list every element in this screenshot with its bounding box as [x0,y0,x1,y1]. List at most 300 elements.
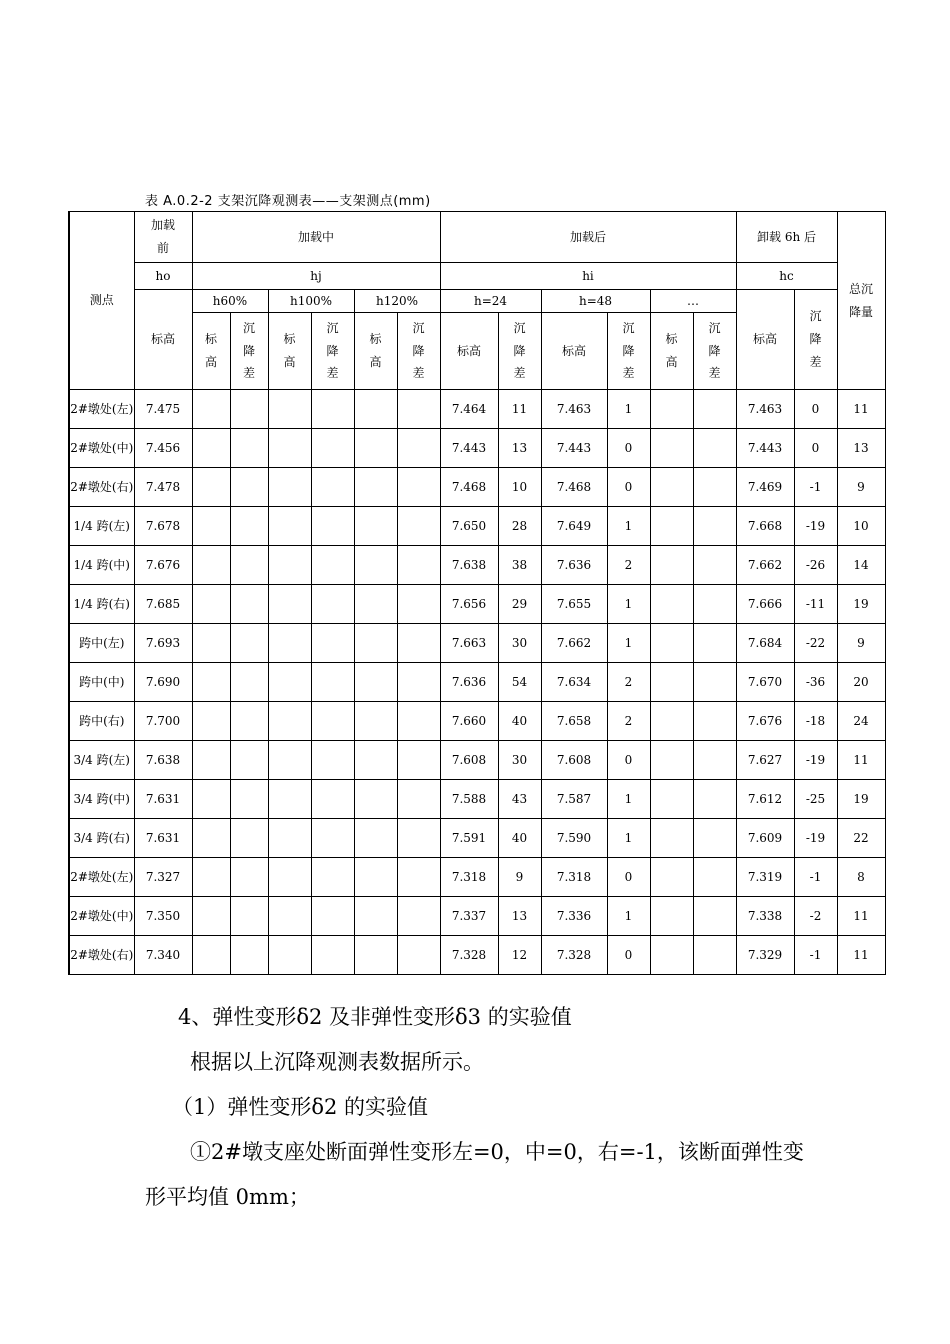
row-label: 2#墩处(中) [69,897,134,936]
cell-h48: 7.658 [541,702,607,741]
cell-h24: 7.650 [440,507,498,546]
cell-d24: 12 [498,936,541,975]
table-row [69,780,885,819]
cell-d24: 29 [498,585,541,624]
header-h60: h60% [192,290,268,313]
cell-empty [192,858,230,897]
cell-hc: 7.329 [736,936,794,975]
cell-h48: 7.655 [541,585,607,624]
cell-empty [311,585,354,624]
table-row [69,741,885,780]
cell-empty [268,390,311,429]
header-h120-diff: 沉降差 [397,313,440,390]
cell-h24: 7.663 [440,624,498,663]
table-row [69,663,885,702]
cell-d48: 0 [607,429,650,468]
cell-hc: 7.627 [736,741,794,780]
cell-total: 11 [837,741,885,780]
header-h48-diff: 沉降差 [607,313,650,390]
header-hi: hi [440,263,736,290]
cell-empty [230,780,268,819]
row-label: 2#墩处(左) [69,390,134,429]
cell-empty [397,585,440,624]
cell-d24: 43 [498,780,541,819]
cell-empty [268,663,311,702]
table-row [69,702,885,741]
cell-dc: -36 [794,663,837,702]
cell-ho: 7.678 [134,507,192,546]
cell-h48: 7.590 [541,819,607,858]
cell-d48: 1 [607,897,650,936]
cell-empty [311,936,354,975]
cell-ho: 7.340 [134,936,192,975]
cell-empty [230,819,268,858]
cell-hc: 7.612 [736,780,794,819]
cell-dc: -18 [794,702,837,741]
cell-d48: 1 [607,507,650,546]
cell-empty [268,780,311,819]
cell-ho: 7.638 [134,741,192,780]
header-cedian: 测点 [69,212,134,390]
cell-empty [650,624,693,663]
cell-ho: 7.676 [134,546,192,585]
cell-d24: 9 [498,858,541,897]
cell-empty [230,507,268,546]
cell-empty [354,780,397,819]
cell-empty [230,702,268,741]
cell-h24: 7.636 [440,663,498,702]
cell-empty [311,663,354,702]
cell-empty [397,702,440,741]
cell-empty [268,429,311,468]
cell-h24: 7.468 [440,468,498,507]
cell-ho: 7.700 [134,702,192,741]
cell-empty [693,390,736,429]
cell-empty [650,858,693,897]
cell-empty [354,468,397,507]
cell-total: 11 [837,390,885,429]
cell-empty [693,780,736,819]
table-header [69,212,885,390]
cell-dc: -25 [794,780,837,819]
cell-empty [693,429,736,468]
row-label: 跨中(左) [69,624,134,663]
cell-d24: 13 [498,897,541,936]
cell-empty [354,663,397,702]
cell-empty [192,819,230,858]
cell-d48: 0 [607,936,650,975]
cell-ho: 7.350 [134,897,192,936]
cell-empty [268,546,311,585]
cell-d48: 1 [607,780,650,819]
cell-empty [268,897,311,936]
cell-empty [230,897,268,936]
cell-empty [230,858,268,897]
cell-empty [354,624,397,663]
row-label: 跨中(右) [69,702,134,741]
cell-empty [268,624,311,663]
cell-h24: 7.608 [440,741,498,780]
header-unload: 卸载 6h 后 [736,212,837,263]
header-h60-elevation: 标高 [192,313,230,390]
cell-dc: -26 [794,546,837,585]
cell-empty [230,429,268,468]
header-more-diff: 沉降差 [693,313,736,390]
cell-empty [693,741,736,780]
row-label: 1/4 跨(右) [69,585,134,624]
cell-empty [397,507,440,546]
header-h120: h120% [354,290,440,313]
paragraph-section-4: 4、弹性变形δ2 及非弹性变形δ3 的实验值 [178,1005,572,1029]
cell-empty [268,858,311,897]
cell-empty [693,702,736,741]
cell-ho: 7.327 [134,858,192,897]
table-row [69,936,885,975]
header-hc-diff: 沉降差 [794,290,837,390]
cell-empty [693,858,736,897]
cell-empty [397,819,440,858]
cell-empty [650,936,693,975]
table-row [69,624,885,663]
cell-d24: 38 [498,546,541,585]
cell-d24: 40 [498,702,541,741]
cell-empty [311,624,354,663]
cell-d48: 0 [607,741,650,780]
cell-hc: 7.676 [736,702,794,741]
table-row [69,546,885,585]
cell-empty [650,819,693,858]
cell-empty [311,741,354,780]
cell-d48: 1 [607,624,650,663]
cell-empty [268,507,311,546]
cell-empty [693,819,736,858]
cell-dc: -11 [794,585,837,624]
cell-empty [268,585,311,624]
cell-d48: 0 [607,858,650,897]
header-ellipsis: … [650,290,736,313]
cell-empty [397,780,440,819]
cell-empty [311,819,354,858]
cell-empty [650,897,693,936]
header-h24-elevation: 标高 [440,313,498,390]
cell-empty [397,897,440,936]
cell-empty [693,546,736,585]
row-label: 2#墩处(右) [69,468,134,507]
cell-d24: 40 [498,819,541,858]
header-during-load: 加载中 [192,212,440,263]
cell-empty [268,819,311,858]
cell-d48: 1 [607,819,650,858]
row-label: 2#墩处(左) [69,858,134,897]
cell-empty [192,390,230,429]
table-row [69,819,885,858]
cell-h24: 7.443 [440,429,498,468]
table-row [69,390,885,429]
cell-total: 11 [837,897,885,936]
cell-empty [192,507,230,546]
header-h100: h100% [268,290,354,313]
cell-h48: 7.636 [541,546,607,585]
cell-hc: 7.609 [736,819,794,858]
settlement-table [68,211,886,975]
table-row [69,897,885,936]
table-row [69,858,885,897]
cell-hc: 7.469 [736,468,794,507]
cell-empty [650,468,693,507]
cell-empty [192,585,230,624]
header-hj: hj [192,263,440,290]
cell-total: 14 [837,546,885,585]
cell-empty [397,936,440,975]
cell-empty [354,507,397,546]
cell-hc: 7.668 [736,507,794,546]
cell-empty [650,546,693,585]
cell-hc: 7.666 [736,585,794,624]
row-label: 1/4 跨(中) [69,546,134,585]
row-label: 3/4 跨(左) [69,741,134,780]
row-label: 3/4 跨(中) [69,780,134,819]
cell-empty [650,741,693,780]
cell-empty [311,429,354,468]
cell-empty [693,936,736,975]
cell-empty [693,897,736,936]
cell-hc: 7.684 [736,624,794,663]
cell-empty [192,741,230,780]
cell-empty [650,507,693,546]
cell-empty [230,468,268,507]
header-h24-diff: 沉降差 [498,313,541,390]
cell-ho: 7.631 [134,819,192,858]
cell-h24: 7.591 [440,819,498,858]
cell-d24: 28 [498,507,541,546]
table-row [69,585,885,624]
cell-empty [230,741,268,780]
cell-empty [650,429,693,468]
table-caption: 表 A.0.2-2 支架沉降观测表——支架测点(mm) [145,194,431,209]
cell-h24: 7.318 [440,858,498,897]
cell-empty [311,897,354,936]
cell-total: 9 [837,468,885,507]
cell-empty [311,390,354,429]
cell-d24: 11 [498,390,541,429]
cell-empty [311,702,354,741]
cell-empty [192,936,230,975]
cell-ho: 7.631 [134,780,192,819]
cell-empty [650,780,693,819]
cell-d48: 2 [607,702,650,741]
cell-d48: 2 [607,546,650,585]
cell-total: 20 [837,663,885,702]
header-h48: h=48 [541,290,650,313]
cell-empty [693,507,736,546]
header-more-elevation: 标高 [650,313,693,390]
table-row [69,468,885,507]
cell-h24: 7.464 [440,390,498,429]
cell-empty [354,546,397,585]
cell-hc: 7.670 [736,663,794,702]
cell-empty [230,936,268,975]
cell-empty [268,936,311,975]
cell-empty [693,624,736,663]
cell-h48: 7.662 [541,624,607,663]
cell-empty [268,702,311,741]
cell-d24: 10 [498,468,541,507]
cell-empty [230,663,268,702]
cell-d24: 54 [498,663,541,702]
cell-ho: 7.685 [134,585,192,624]
row-label: 跨中(中) [69,663,134,702]
cell-empty [354,936,397,975]
cell-empty [311,858,354,897]
header-h120-elevation: 标高 [354,313,397,390]
cell-total: 9 [837,624,885,663]
cell-empty [354,702,397,741]
cell-h48: 7.649 [541,507,607,546]
cell-empty [693,663,736,702]
cell-h48: 7.443 [541,429,607,468]
cell-hc: 7.338 [736,897,794,936]
cell-empty [397,663,440,702]
row-label: 1/4 跨(左) [69,507,134,546]
header-hc: hc [736,263,837,290]
cell-empty [693,585,736,624]
cell-d48: 2 [607,663,650,702]
cell-total: 11 [837,936,885,975]
cell-empty [354,741,397,780]
cell-dc: -19 [794,741,837,780]
cell-ho: 7.690 [134,663,192,702]
cell-empty [230,390,268,429]
cell-d24: 30 [498,624,541,663]
cell-empty [397,429,440,468]
paragraph-intro: 根据以上沉降观测表数据所示。 [190,1050,484,1074]
cell-h48: 7.587 [541,780,607,819]
cell-empty [311,507,354,546]
cell-empty [354,858,397,897]
cell-dc: -1 [794,858,837,897]
header-after-load: 加载后 [440,212,736,263]
table-row [69,429,885,468]
header-hc-elevation: 标高 [736,290,794,390]
paragraph-item-1-cont: 形平均值 0mm； [145,1185,310,1209]
cell-ho: 7.478 [134,468,192,507]
cell-d24: 30 [498,741,541,780]
cell-dc: -1 [794,468,837,507]
cell-ho: 7.693 [134,624,192,663]
header-h60-diff: 沉降差 [230,313,268,390]
header-ho-elevation: 标高 [134,290,192,390]
paragraph-item-1: ①2#墩支座处断面弹性变形左=0，中=0，右=-1，该断面弹性变 [190,1140,804,1164]
header-before-load: 加载前 [134,212,192,263]
cell-empty [311,780,354,819]
row-label: 2#墩处(右) [69,936,134,975]
cell-empty [268,741,311,780]
cell-h24: 7.337 [440,897,498,936]
cell-dc: -2 [794,897,837,936]
cell-total: 10 [837,507,885,546]
cell-empty [650,702,693,741]
table-row [69,507,885,546]
cell-empty [311,468,354,507]
cell-total: 19 [837,585,885,624]
cell-total: 22 [837,819,885,858]
paragraph-subsection-1: （1）弹性变形δ2 的实验值 [172,1095,429,1119]
cell-empty [268,468,311,507]
cell-empty [192,702,230,741]
cell-h48: 7.463 [541,390,607,429]
cell-h24: 7.588 [440,780,498,819]
cell-empty [192,663,230,702]
header-h100-diff: 沉降差 [311,313,354,390]
header-h100-elevation: 标高 [268,313,311,390]
cell-empty [192,780,230,819]
cell-dc: -1 [794,936,837,975]
cell-empty [354,897,397,936]
cell-dc: -19 [794,507,837,546]
cell-h24: 7.328 [440,936,498,975]
cell-total: 19 [837,780,885,819]
header-total: 总沉降量 [837,212,885,390]
cell-dc: -19 [794,819,837,858]
cell-d48: 0 [607,468,650,507]
cell-total: 24 [837,702,885,741]
row-label: 3/4 跨(右) [69,819,134,858]
cell-empty [650,390,693,429]
cell-h48: 7.328 [541,936,607,975]
cell-empty [397,546,440,585]
cell-empty [397,858,440,897]
cell-h48: 7.318 [541,858,607,897]
cell-empty [397,741,440,780]
cell-hc: 7.463 [736,390,794,429]
cell-hc: 7.662 [736,546,794,585]
cell-h48: 7.634 [541,663,607,702]
cell-empty [650,663,693,702]
cell-empty [354,819,397,858]
cell-empty [230,546,268,585]
cell-empty [397,624,440,663]
cell-empty [192,429,230,468]
header-ho: ho [134,263,192,290]
cell-empty [192,468,230,507]
cell-h48: 7.336 [541,897,607,936]
cell-empty [650,585,693,624]
cell-empty [192,897,230,936]
cell-empty [397,390,440,429]
cell-empty [354,585,397,624]
cell-h24: 7.656 [440,585,498,624]
cell-d48: 1 [607,585,650,624]
cell-empty [311,546,354,585]
cell-empty [693,468,736,507]
row-label: 2#墩处(中) [69,429,134,468]
cell-empty [397,468,440,507]
cell-empty [230,585,268,624]
cell-empty [230,624,268,663]
cell-dc: 0 [794,429,837,468]
header-h24: h=24 [440,290,541,313]
header-h48-elevation: 标高 [541,313,607,390]
cell-empty [192,546,230,585]
cell-empty [192,624,230,663]
cell-total: 13 [837,429,885,468]
cell-hc: 7.319 [736,858,794,897]
cell-h24: 7.638 [440,546,498,585]
cell-h48: 7.468 [541,468,607,507]
cell-dc: 0 [794,390,837,429]
cell-h48: 7.608 [541,741,607,780]
table-body [69,390,885,975]
